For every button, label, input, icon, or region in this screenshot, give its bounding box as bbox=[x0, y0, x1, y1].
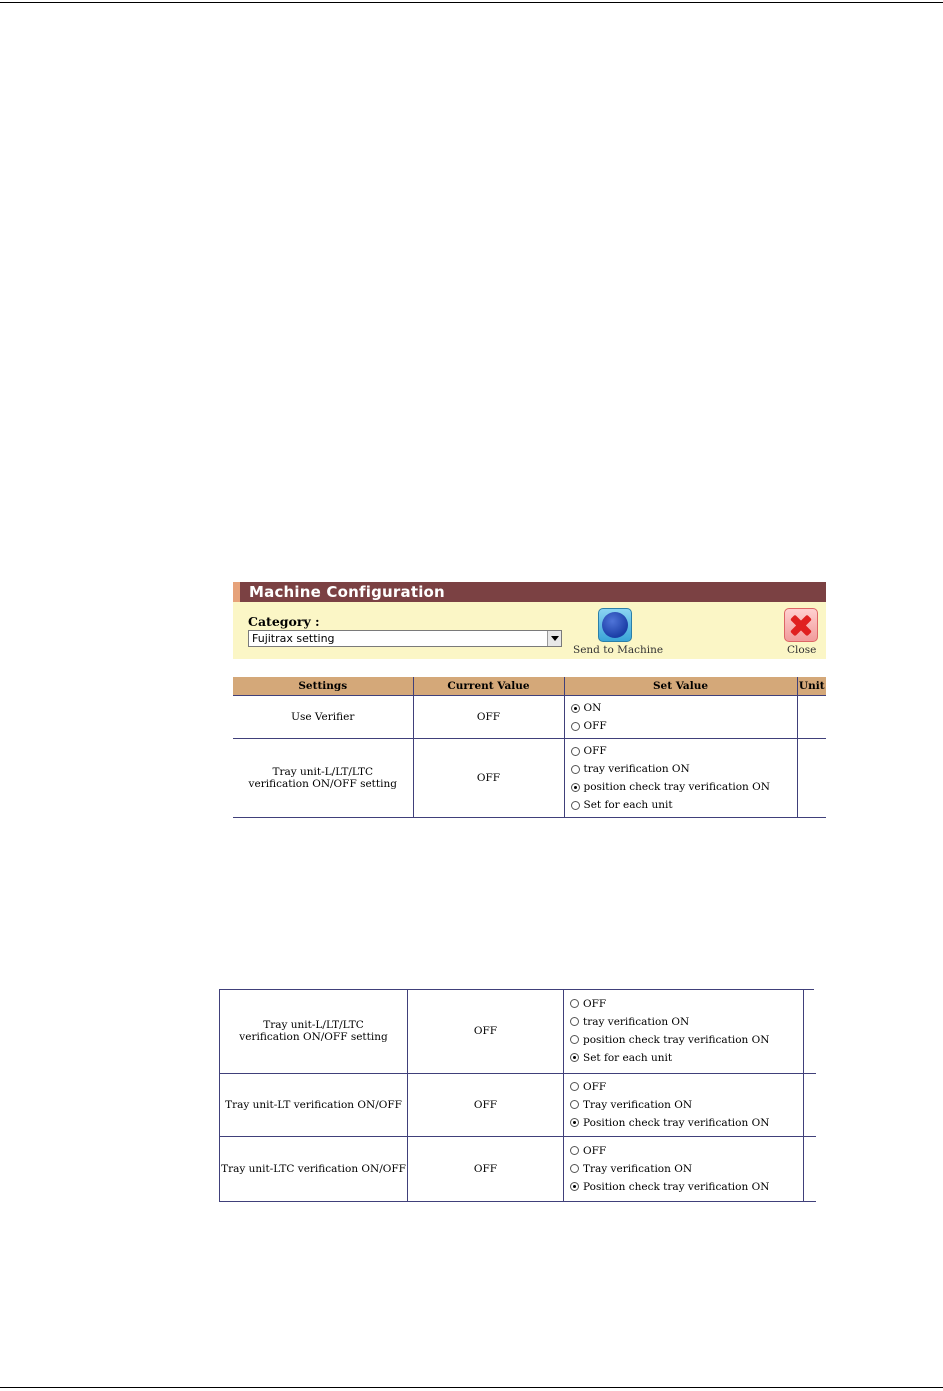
radio-option-label: OFF bbox=[583, 1144, 607, 1157]
current-value: OFF bbox=[413, 739, 564, 818]
radio-option[interactable] bbox=[570, 1160, 803, 1178]
radio-option[interactable] bbox=[570, 1013, 803, 1031]
set-value-options bbox=[564, 696, 797, 739]
radio-button[interactable] bbox=[570, 999, 579, 1008]
setting-name: Use Verifier bbox=[233, 696, 413, 739]
header-settings: Settings bbox=[233, 677, 413, 696]
settings-table-1 bbox=[233, 677, 826, 818]
radio-button[interactable] bbox=[571, 747, 580, 756]
current-value: OFF bbox=[408, 989, 564, 1073]
radio-option[interactable] bbox=[570, 1178, 803, 1196]
radio-option-label: Tray verification ON bbox=[583, 1162, 693, 1175]
page-top-rule bbox=[0, 2, 943, 3]
header-current-value: Current Value bbox=[413, 677, 564, 696]
radio-button[interactable] bbox=[570, 1017, 579, 1026]
close-button[interactable] bbox=[782, 608, 822, 656]
radio-button[interactable] bbox=[570, 1035, 579, 1044]
title-bar bbox=[233, 582, 826, 602]
unit-cell bbox=[804, 1073, 816, 1136]
set-value-options bbox=[564, 989, 804, 1073]
unit-cell bbox=[797, 696, 826, 739]
send-to-machine-label: Send to Machine bbox=[573, 644, 664, 656]
radio-button[interactable] bbox=[570, 1146, 579, 1155]
radio-option-label: position check tray verification ON bbox=[583, 1033, 770, 1046]
radio-option[interactable] bbox=[570, 1096, 803, 1114]
radio-option-label: Tray verification ON bbox=[583, 1098, 693, 1111]
window-title: Machine Configuration bbox=[249, 583, 445, 601]
radio-option-label: OFF bbox=[583, 745, 607, 757]
radio-option[interactable] bbox=[570, 1142, 803, 1160]
setting-name: Tray unit-L/LT/LTC verification ON/OFF setting bbox=[233, 739, 413, 818]
radio-button[interactable] bbox=[570, 1100, 579, 1109]
radio-button[interactable] bbox=[570, 1118, 579, 1127]
radio-option[interactable] bbox=[570, 1049, 803, 1067]
close-label: Close bbox=[787, 644, 817, 656]
settings-table-2 bbox=[219, 989, 816, 1202]
radio-button[interactable] bbox=[570, 1053, 579, 1062]
radio-option[interactable] bbox=[570, 1031, 803, 1049]
radio-option-label: Set for each unit bbox=[583, 1051, 673, 1064]
current-value: OFF bbox=[408, 1073, 564, 1136]
send-to-machine-button[interactable] bbox=[571, 608, 664, 656]
radio-option[interactable] bbox=[571, 796, 797, 814]
category-select-value: Fujitrax setting bbox=[252, 632, 335, 645]
setting-name: Tray unit-L/LT/LTC verification ON/OFF setting bbox=[220, 989, 408, 1073]
radio-option[interactable] bbox=[571, 778, 797, 796]
radio-option[interactable] bbox=[570, 995, 803, 1013]
radio-option-label: position check tray verification ON bbox=[583, 781, 770, 793]
table-row bbox=[220, 1136, 816, 1201]
setting-name: Tray unit-LT verification ON/OFF bbox=[220, 1073, 408, 1136]
radio-option[interactable] bbox=[571, 717, 797, 735]
radio-button[interactable] bbox=[571, 765, 580, 774]
radio-button[interactable] bbox=[571, 704, 580, 713]
table-row bbox=[233, 739, 826, 818]
close-icon[interactable] bbox=[784, 608, 818, 642]
current-value: OFF bbox=[408, 1136, 564, 1201]
radio-button[interactable] bbox=[570, 1082, 579, 1091]
radio-button[interactable] bbox=[571, 783, 580, 792]
unit-cell bbox=[804, 1136, 816, 1201]
radio-option-label: Set for each unit bbox=[583, 799, 673, 811]
current-value: OFF bbox=[413, 696, 564, 739]
radio-option[interactable] bbox=[571, 699, 797, 717]
page-bottom-rule bbox=[0, 1387, 943, 1388]
table-header-row bbox=[233, 677, 826, 696]
radio-option[interactable] bbox=[571, 742, 797, 760]
radio-option[interactable] bbox=[570, 1114, 803, 1132]
machine-configuration-window bbox=[233, 582, 826, 822]
radio-option-label: Position check tray verification ON bbox=[583, 1116, 770, 1129]
set-value-options bbox=[564, 739, 797, 818]
table-row bbox=[233, 696, 826, 739]
radio-button[interactable] bbox=[570, 1164, 579, 1173]
radio-option-label: OFF bbox=[583, 1080, 607, 1093]
radio-option-label: OFF bbox=[583, 720, 607, 732]
header-set-value: Set Value bbox=[564, 677, 797, 696]
table-top-border bbox=[219, 989, 814, 990]
radio-button[interactable] bbox=[571, 722, 580, 731]
radio-button[interactable] bbox=[571, 801, 580, 810]
radio-option-label: Position check tray verification ON bbox=[583, 1180, 770, 1193]
toolbar bbox=[233, 602, 826, 659]
table-row bbox=[220, 1073, 816, 1136]
set-value-options bbox=[564, 1073, 804, 1136]
table-row bbox=[220, 989, 816, 1073]
title-accent bbox=[233, 582, 240, 602]
send-icon[interactable] bbox=[598, 608, 632, 642]
unit-cell bbox=[797, 739, 826, 818]
radio-option-label: ON bbox=[583, 702, 602, 714]
set-value-options bbox=[564, 1136, 804, 1201]
radio-option[interactable] bbox=[570, 1078, 803, 1096]
radio-option[interactable] bbox=[571, 760, 797, 778]
chevron-down-icon[interactable] bbox=[547, 631, 561, 646]
category-label: Category : bbox=[248, 614, 320, 629]
radio-option-label: tray verification ON bbox=[583, 1015, 690, 1028]
radio-option-label: tray verification ON bbox=[583, 763, 690, 775]
category-select[interactable] bbox=[248, 630, 562, 647]
radio-button[interactable] bbox=[570, 1182, 579, 1191]
unit-cell bbox=[804, 989, 816, 1073]
header-unit: Unit bbox=[797, 677, 826, 696]
setting-name: Tray unit-LTC verification ON/OFF bbox=[220, 1136, 408, 1201]
radio-option-label: OFF bbox=[583, 997, 607, 1010]
